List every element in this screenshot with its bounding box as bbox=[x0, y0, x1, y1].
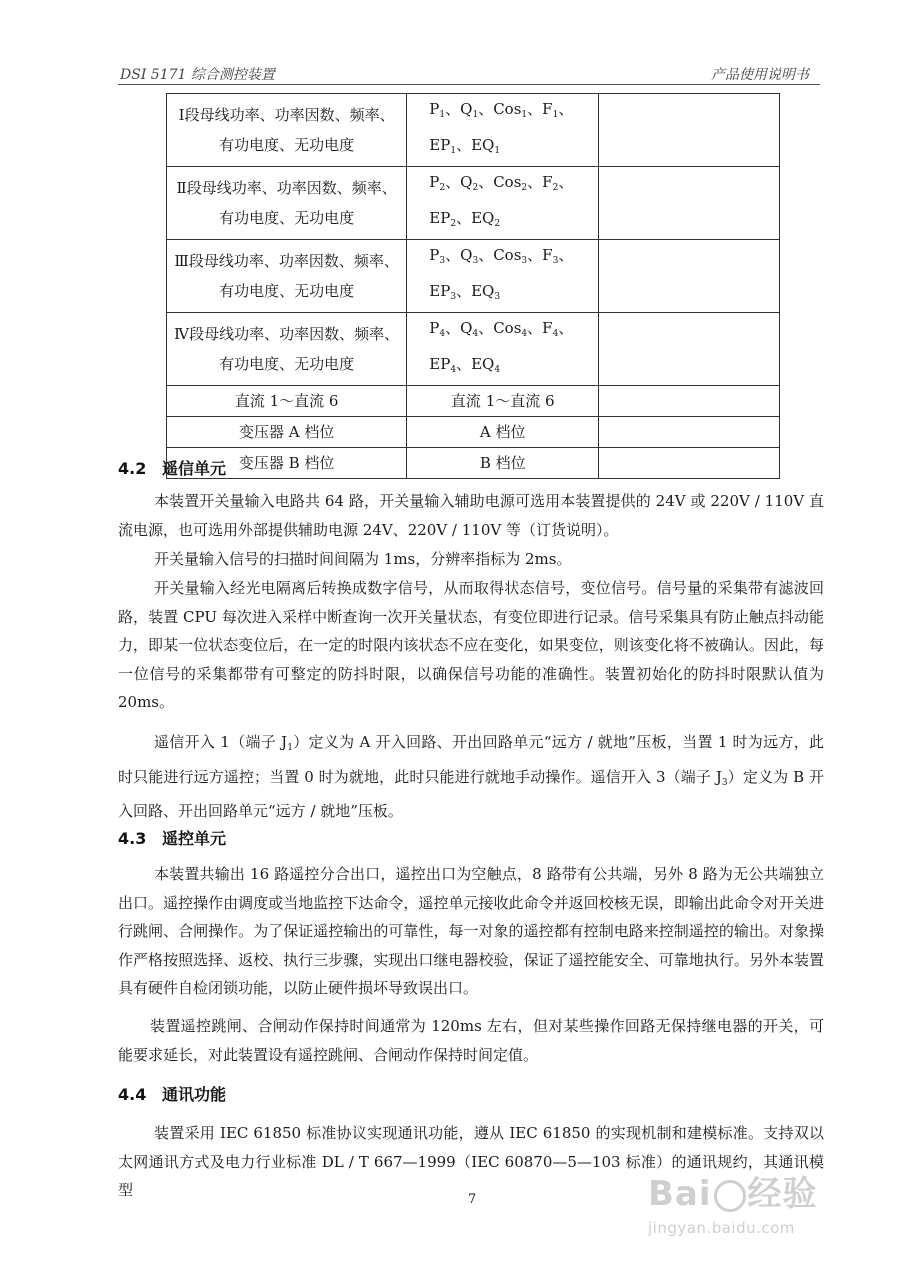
text-run: Cos bbox=[493, 246, 522, 264]
watermark-site: jingyan.baidu.com bbox=[648, 1219, 795, 1237]
page-number: 7 bbox=[468, 1192, 477, 1207]
section-number: 4.3 bbox=[118, 829, 147, 848]
text-run: EQ bbox=[471, 282, 495, 300]
text-run: EQ bbox=[471, 136, 495, 154]
subscript: 2 bbox=[450, 219, 457, 229]
subscript: 3 bbox=[552, 256, 559, 266]
table-row bbox=[167, 448, 780, 479]
cell-text: $P_3$、$Q_3$、Cos$_3$、$F_3$、 bbox=[429, 246, 574, 266]
quantity-name-cell: 变压器 A 档位 bbox=[167, 417, 407, 448]
subscript: 4 bbox=[472, 329, 479, 339]
quantity-name-cell bbox=[167, 94, 407, 167]
baidu-jingyan-watermark bbox=[648, 1166, 838, 1246]
quantity-name-cell: 变压器 B 档位 bbox=[167, 448, 407, 479]
header-doc-title: DSI 5171 综合测控装置 bbox=[120, 67, 275, 83]
quantity-code-cell: 直流 1～直流 6 bbox=[407, 386, 599, 417]
subscript: 1 bbox=[450, 146, 457, 156]
cell-text: $EP_2$、$EQ_2$ bbox=[429, 209, 501, 229]
text-run: EP bbox=[429, 282, 451, 300]
empty-cell bbox=[599, 167, 780, 240]
subscript: 1 bbox=[287, 743, 293, 753]
table-row bbox=[167, 386, 780, 417]
paragraph: 开关量输入信号的扫描时间间隔为 1ms，分辨率指标为 2ms。 bbox=[154, 550, 572, 568]
table-row bbox=[167, 417, 780, 448]
empty-cell bbox=[599, 448, 780, 479]
header-manual-title: 产品使用说明书 bbox=[711, 67, 809, 83]
subscript: 1 bbox=[552, 110, 559, 120]
paragraph: 装置遥控跳闸、合闸动作保持时间通常为 120ms 左右，但对某些操作回路无保持继电器的开关，可能要求延长，对此装置设有遥控跳闸、合闸动作保持时间定值。 bbox=[118, 1017, 824, 1064]
subscript: 1 bbox=[521, 110, 528, 120]
cell-text: 有功电度、无功电度 bbox=[219, 209, 355, 227]
subscript: 3 bbox=[721, 777, 728, 788]
section-heading-4-2 bbox=[118, 456, 226, 479]
subscript: 2 bbox=[521, 183, 528, 193]
text-run: EP bbox=[429, 136, 451, 154]
empty-cell bbox=[599, 417, 780, 448]
text-run: F bbox=[542, 246, 553, 264]
text-run: EQ bbox=[471, 209, 495, 227]
section-number: 4.2 bbox=[118, 459, 147, 478]
subscript: 4 bbox=[494, 365, 501, 375]
quantity-name-cell: 直流 1～直流 6 bbox=[167, 386, 407, 417]
paragraph bbox=[118, 728, 824, 826]
paragraph: 本装置开关量输入电路共 64 路，开关量输入辅助电源可选用本装置提供的 24V 或 220V / 110V 直流电源，也可选用外部提供辅助电源 24V、220V / 110V 等（订货说明）。 bbox=[118, 492, 824, 539]
watermark-brand-text: Bai bbox=[648, 1174, 712, 1214]
cell-text: 有功电度、无功电度 bbox=[219, 355, 355, 373]
quantity-name-cell bbox=[167, 313, 407, 386]
cell-text: $P_1$、$Q_1$、Cos$_1$、$F_1$、 bbox=[429, 100, 574, 120]
subscript: 3 bbox=[472, 256, 479, 266]
text-run: ）定义为 B 开入回路、开出回路单元“远方 / 就地”压板。 bbox=[118, 767, 824, 820]
subscript: 2 bbox=[494, 219, 501, 229]
cell-text: $EP_1$、$EQ_1$ bbox=[429, 136, 501, 156]
paragraph: 开关量输入经光电隔离后转换成数字信号，从而取得状态信号，变位信号。信号量的采集带有滤波回路，装置 CPU 每次进入采样中断查询一次开关量状态，有变位即进行记录。信号采集具有防止触点抖动能力，即某一位状态变位后，在一定的时限内该状态不应在变化，如果变位，则该变化将不被确认。因此，每一位信号的采集都带有可整定的防抖时限，以确保信号功能的准确性。装置初始化的防抖时限默认值为 20ms。 bbox=[118, 579, 824, 711]
section-title: 遥控单元 bbox=[162, 829, 227, 848]
table-row bbox=[167, 94, 780, 167]
quantity-code-cell bbox=[407, 313, 599, 386]
subscript: 1 bbox=[439, 110, 446, 120]
cell-text: $EP_4$、$EQ_4$ bbox=[429, 355, 501, 375]
quantity-name-cell bbox=[167, 167, 407, 240]
quantity-code-cell: A 档位 bbox=[407, 417, 599, 448]
subscript: 3 bbox=[494, 292, 501, 302]
paragraph: 本装置共输出 16 路遥控分合出口，遥控出口为空触点，8 路带有公共端，另外 8 路为无公共端独立出口。遥控操作由调度或当地监控下达命令，遥控单元接收此命令并返回校核无误，即输出此命令对开关进行跳闸、合闸操作。为了保证遥控输出的可靠性，每一对象的遥控都有控制电路来控制遥控的输出。对象操作严格按照选择、返校、执行三步骤，实现出口继电器校验，保证了遥控能安全、可靠地执行。另外本装置具有硬件自检闭锁功能，以防止硬件损坏导致误出口。 bbox=[118, 865, 824, 997]
table-row bbox=[167, 313, 780, 386]
text-run: P bbox=[429, 173, 440, 191]
subscript: 3 bbox=[439, 256, 446, 266]
paragraph: 装置采用 IEC 61850 标准协议实现通讯功能，遵从 IEC 61850 的实现机制和建模标准。支持双以太网通讯方式及电力行业标准 DL / T 667—1999（IEC 60870—5—103 标准）的通讯规约，其通讯模型 bbox=[118, 1124, 824, 1199]
text-run: F bbox=[542, 319, 553, 337]
cell-text: 有功电度、无功电度 bbox=[219, 282, 355, 300]
text-run: Q bbox=[460, 100, 473, 118]
subscript: 1 bbox=[472, 110, 479, 120]
cell-text: Ⅳ段母线功率、功率因数、频率、 bbox=[174, 325, 400, 343]
quantity-code-cell bbox=[407, 240, 599, 313]
quantity-name-cell bbox=[167, 240, 407, 313]
section-title: 遥信单元 bbox=[162, 459, 227, 478]
text-run: Q bbox=[460, 319, 473, 337]
subscript: 3 bbox=[521, 256, 528, 266]
cell-text: 有功电度、无功电度 bbox=[219, 136, 355, 154]
text-run: Q bbox=[460, 246, 473, 264]
text-run: Cos bbox=[493, 100, 522, 118]
subscript: 4 bbox=[521, 329, 528, 339]
text-run: EP bbox=[429, 355, 451, 373]
text-run: Cos bbox=[493, 319, 522, 337]
section-number: 4.4 bbox=[118, 1085, 147, 1104]
cell-text: Ⅲ段母线功率、功率因数、频率、 bbox=[174, 252, 399, 270]
watermark-brand-text: 经验 bbox=[747, 1174, 818, 1214]
paw-icon bbox=[714, 1180, 746, 1212]
cell-text: Ⅱ段母线功率、功率因数、频率、 bbox=[176, 179, 397, 197]
section-heading-4-3 bbox=[118, 826, 226, 849]
text-run: EP bbox=[429, 209, 451, 227]
table-row bbox=[167, 167, 780, 240]
subscript: 3 bbox=[450, 292, 457, 302]
subscript: 4 bbox=[552, 329, 559, 339]
subscript: 4 bbox=[439, 329, 446, 339]
header-divider bbox=[118, 84, 820, 85]
subscript: 2 bbox=[472, 183, 479, 193]
empty-cell bbox=[599, 240, 780, 313]
cell-text: Ⅰ段母线功率、功率因数、频率、 bbox=[178, 106, 395, 124]
text-run: P bbox=[429, 246, 440, 264]
cell-text: $EP_3$、$EQ_3$ bbox=[429, 282, 501, 302]
measurement-table bbox=[166, 93, 780, 479]
text-run: P bbox=[429, 319, 440, 337]
text-run: 遥信开入 1（端子 J bbox=[154, 733, 288, 751]
empty-cell bbox=[599, 313, 780, 386]
quantity-code-cell: B 档位 bbox=[407, 448, 599, 479]
section-title: 通讯功能 bbox=[162, 1085, 227, 1104]
cell-text: $P_2$、$Q_2$、Cos$_2$、$F_2$、 bbox=[429, 173, 574, 193]
text-run: F bbox=[542, 100, 553, 118]
subscript: 1 bbox=[494, 146, 501, 156]
subscript: 4 bbox=[450, 365, 457, 375]
cell-text: $P_4$、$Q_4$、Cos$_4$、$F_4$、 bbox=[429, 319, 574, 339]
table-row bbox=[167, 240, 780, 313]
subscript: 2 bbox=[552, 183, 559, 193]
text-run: Q bbox=[460, 173, 473, 191]
text-run: Cos bbox=[493, 173, 522, 191]
watermark-brand bbox=[648, 1166, 838, 1215]
text-run: P bbox=[429, 100, 440, 118]
quantity-code-cell bbox=[407, 94, 599, 167]
text-run: EQ bbox=[471, 355, 495, 373]
empty-cell bbox=[599, 94, 780, 167]
empty-cell bbox=[599, 386, 780, 417]
text-run: ）定义为 A 开入回路、开出回路单元“远方 / 就地”压板，当置 1 时为远方，此时只能进行远方遥控；当置 0 时为就地，此时只能进行就地手动操作。遥信开入 3（端子 J bbox=[118, 733, 825, 786]
section-heading-4-4 bbox=[118, 1082, 226, 1105]
text-run: F bbox=[542, 173, 553, 191]
quantity-code-cell bbox=[407, 167, 599, 240]
subscript: 2 bbox=[439, 183, 446, 193]
